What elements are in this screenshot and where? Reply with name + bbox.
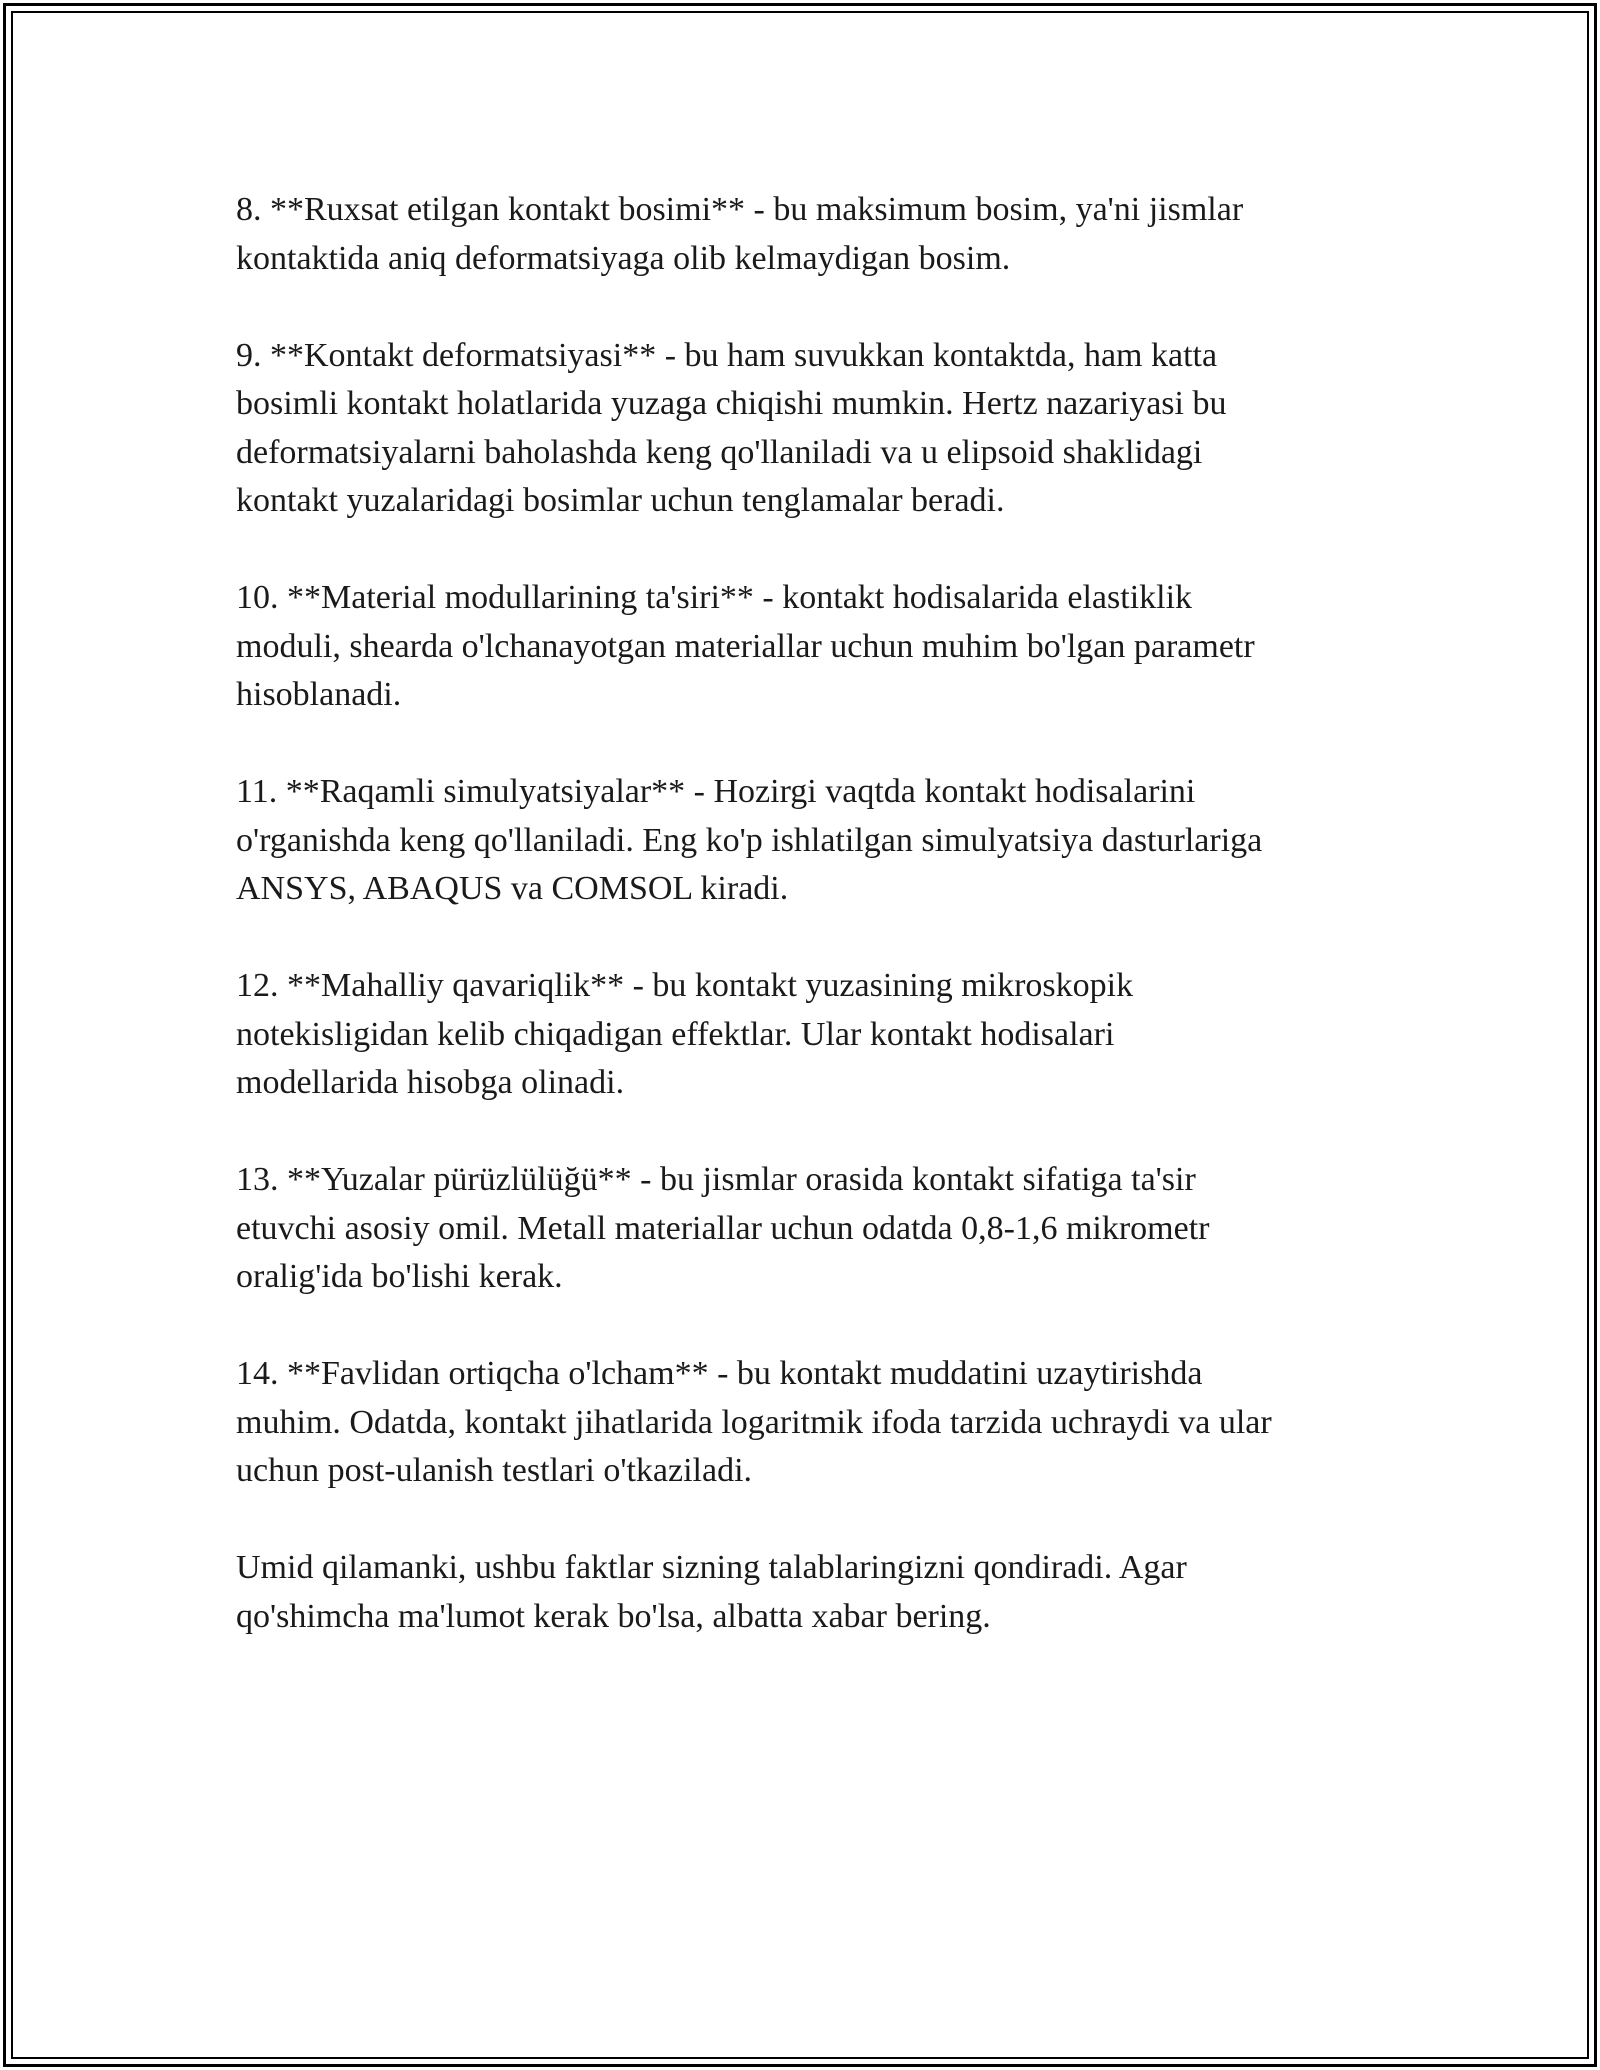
text-line: kontaktida aniq deformatsiyaga olib kelmaydigan bosim. <box>236 239 1011 277</box>
text-line: oralig'ida bo'lishi kerak. <box>236 1258 563 1295</box>
text-line: kontakt yuzalaridagi bosimlar uchun tenglamalar beradi. <box>236 482 1005 519</box>
text-line: moduli, shearda o'lchanayotgan materiallar uchun muhim bo'lgan parametr <box>236 627 1255 665</box>
paragraph-item-12 <box>236 962 1366 1108</box>
closing-paragraph <box>236 1544 1366 1641</box>
text-line: ANSYS, ABAQUS va COMSOL kiradi. <box>236 870 789 907</box>
text-line: 11. **Raqamli simulyatsiyalar** - Hozirgi vaqtda kontakt hodisalarini <box>236 773 1196 810</box>
text-line: 10. **Material modullarining ta'siri** - kontakt hodisalarida elastiklik <box>236 579 1193 616</box>
paragraph-item-9 <box>236 332 1366 526</box>
paragraph-item-13 <box>236 1156 1366 1302</box>
document-body <box>236 186 1366 1690</box>
text-line: 12. **Mahalliy qavariqlik** - bu kontakt yuzasining mikroskopik <box>236 967 1134 1004</box>
text-line: deformatsiyalarni baholashda keng qo'llaniladi va u elipsoid shaklidagi <box>236 433 1203 471</box>
text-line: notekisligidan kelib chiqadigan effektlar. Ular kontakt hodisalari <box>236 1015 1115 1053</box>
text-line: etuvchi asosiy omil. Metall materiallar uchun odatda 0,8-1,6 mikrometr <box>236 1209 1210 1247</box>
paragraph-item-14 <box>236 1350 1366 1496</box>
text-line: modellarida hisobga olinadi. <box>236 1064 625 1101</box>
paragraph-item-10 <box>236 574 1366 720</box>
text-line: 13. **Yuzalar pürüzlülüğü** - bu jismlar orasida kontakt sifatiga ta'sir <box>236 1161 1196 1198</box>
text-line: 14. **Favlidan ortiqcha o'lcham** - bu kontakt muddatini uzaytirishda <box>236 1355 1203 1392</box>
text-line: muhim. Odatda, kontakt jihatlarida logaritmik ifoda tarzida uchraydi va ular <box>236 1403 1272 1441</box>
text-line: uchun post-ulanish testlari o'tkaziladi. <box>236 1452 753 1489</box>
text-line: 9. **Kontakt deformatsiyasi** - bu ham suvukkan kontaktda, ham katta <box>236 336 1218 374</box>
paragraph-item-11 <box>236 768 1366 914</box>
text-line: Umid qilamanki, ushbu faktlar sizning talablaringizni qondiradi. Agar <box>236 1549 1187 1586</box>
text-line: o'rganishda keng qo'llaniladi. Eng ko'p ishlatilgan simulyatsiya dasturlariga <box>236 821 1263 859</box>
paragraph-item-8 <box>236 186 1366 283</box>
text-line: bosimli kontakt holatlarida yuzaga chiqishi mumkin. Hertz nazariyasi bu <box>236 385 1227 422</box>
text-line: hisoblanadi. <box>236 676 402 713</box>
text-line: 8. **Ruxsat etilgan kontakt bosimi** - bu maksimum bosim, ya'ni jismlar <box>236 191 1244 228</box>
text-line: qo'shimcha ma'lumot kerak bo'lsa, albatta xabar bering. <box>236 1597 991 1635</box>
